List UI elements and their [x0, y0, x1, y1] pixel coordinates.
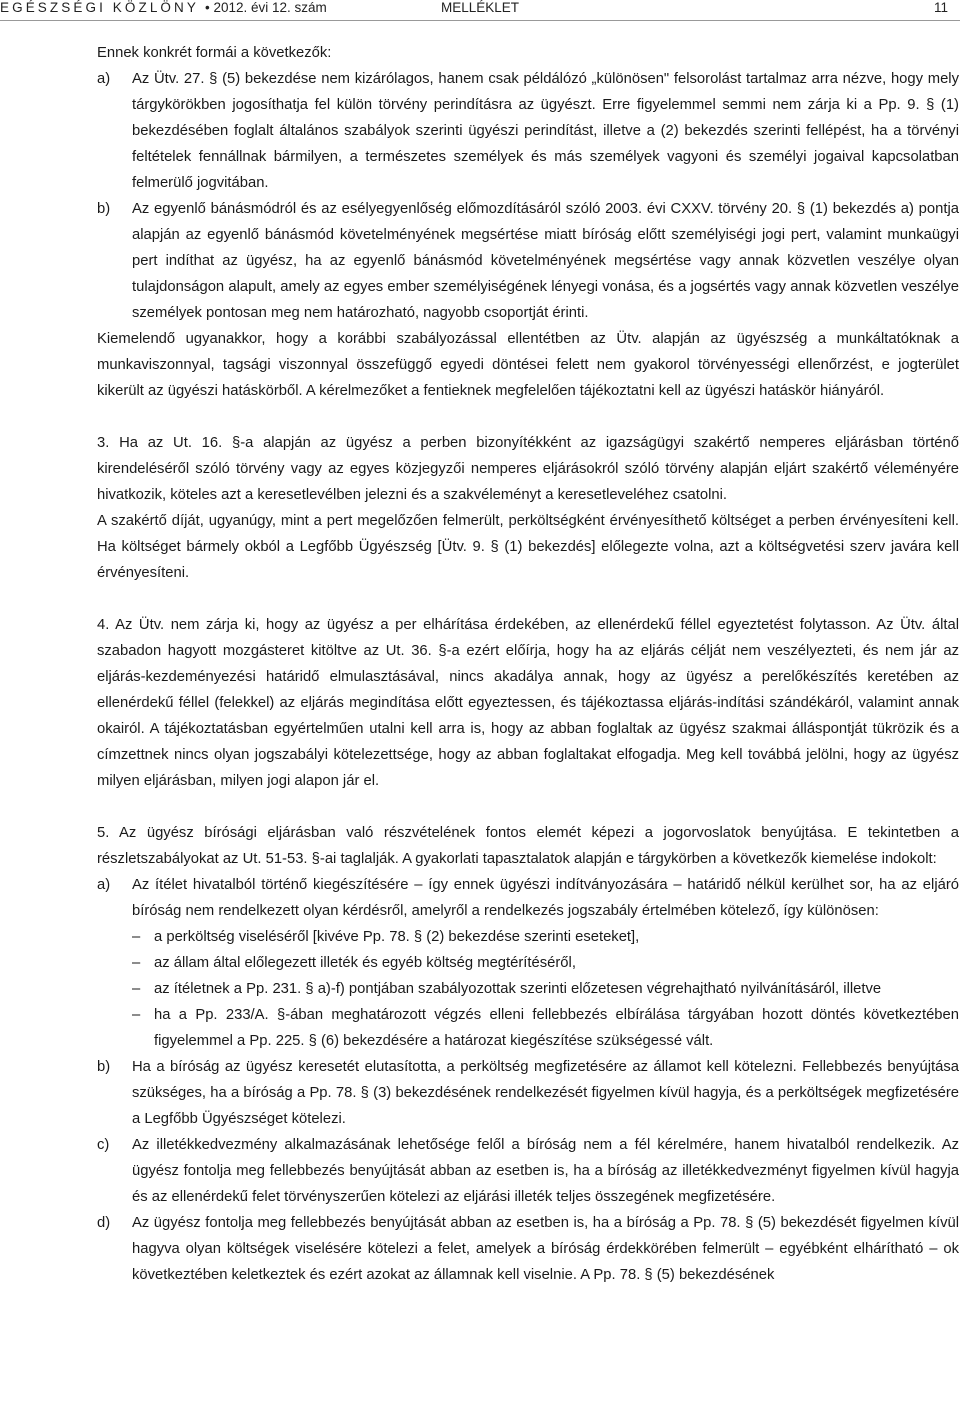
- item-text: Az ügyész fontolja meg fellebbezés benyújtását abban az esetben is, ha a bíróság a Pp. 78. § (5) bekezdését figyelmen kívül hagyva olyan költségek viselésére kötelezi a felet, amelyek a bíróság érdekkörében felmerült – egyébként elhárítható – ok következtében keletkeztek és ezért azokat az államnak kell viselnie. A Pp. 78. § (5) bekezdésének: [132, 1215, 959, 1283]
- dash-marker: –: [132, 955, 141, 971]
- dash-text: az állam által előlegezett illeték és egyéb költség megtérítéséről,: [154, 955, 576, 971]
- issue-number: • 2012. évi 12. szám: [205, 0, 327, 15]
- item-label: c): [97, 1137, 110, 1153]
- list-item-a: [97, 66, 959, 196]
- page-number: 11: [933, 0, 948, 15]
- document-body: [97, 40, 959, 1288]
- dash-item: [97, 950, 959, 976]
- journal-title: EGÉSZSÉGI KÖZLÖNY: [0, 0, 199, 15]
- dash-text: a perköltség viseléséről [kivéve Pp. 78. § (2) bekezdése szerinti eseteket],: [154, 929, 640, 945]
- item-text: Az ítélet hivatalból történő kiegészítésére – így ennek ügyészi indítványozására – határidő nélkül kerülhet sor, ha az eljáró bíróság nem rendelkezett olyan kérdésről, amelyről a rendelkezés jogszabály értelmében kötelező, így különösen:: [132, 877, 959, 919]
- dash-item: [97, 1002, 959, 1054]
- dash-marker: –: [132, 929, 141, 945]
- header-rule: [0, 20, 960, 21]
- section-3-paragraph-1: 3. Ha az Ut. 16. §-a alapján az ügyész a perben bizonyítékként az igazságügyi szakértő nemperes eljárásban történő kirendeléséről szóló törvény vagy az egyes közjegyzői nemperes eljárásokról szóló törvény alapján eljárt szakértő véleményére hivatkozik, köteles azt a keresetlevélben jelezni és a szakvéleményt a keresetleveléhez csatolni.: [97, 435, 959, 503]
- section-5-item-a: [97, 872, 959, 924]
- item-text: Az Ütv. 27. § (5) bekezdése nem kizárólagos, hanem csak példálózó „különösen" felsorolást tartalmaz arra nézve, hogy mely tárgykörökben jogosíthatja fel külön törvény perindításra az ügyészt. Erre figyelemmel semmi nem zárja ki a Pp. 9. § (1) bekezdésében foglalt általános szabályok szerinti ügyészi perindítást, illetve a (2) bekezdés szerinti fellépést, ha a törvényi feltételek fennállnak bármilyen, a természetes személyek és más személyek vagyoni és személyi jogaival kapcsolatban felmerülő jogvitában.: [132, 71, 959, 191]
- dash-item: [97, 924, 959, 950]
- intro-line: Ennek konkrét formái a következők:: [97, 45, 332, 61]
- dash-item: [97, 976, 959, 1002]
- list-item-b: [97, 196, 959, 326]
- section-5-intro: 5. Az ügyész bírósági eljárásban való részvételének fontos elemét képezi a jogorvoslatok benyújtása. E tekintetben a részletszabályokat az Ut. 51-53. §-ai taglalják. A gyakorlati tapasztalatok alapján e tárgykörben a következők kiemelése indokolt:: [97, 825, 959, 867]
- running-header: [0, 0, 960, 22]
- paragraph-kiemelendo: Kiemelendő ugyanakkor, hogy a korábbi szabályozással ellentétben az Ütv. alapján az ügyészség a munkáltatóknak a munkaviszonnyal, tagsági viszonnyal összefüggő egyedi döntései felett nem gyakorol törvényességi ellenőrzést, e jogterület kikerült az ügyészi hatáskörből. A kérelmezőket a fentieknek megfelelően tájékoztatni kell az ügyészi hatáskör hiányáról.: [97, 331, 959, 399]
- section-5-item-b: [97, 1054, 959, 1132]
- item-text: Ha a bíróság az ügyész keresetét elutasította, a perköltség megfizetésére az államot kell kötelezni. Fellebbezés benyújtása szükséges, ha a bíróság a Pp. 78. § (3) bekezdésének rendelkezését figyelmen kívül hagyja, és a perköltségek megfizetésére a Legfőbb Ügyészséget kötelezi.: [132, 1059, 959, 1127]
- dash-text: ha a Pp. 233/A. §-ában meghatározott végzés elleni fellebbezés elbírálása tárgyában hozott döntés következtében figyelemmel a Pp. 225. § (6) bekezdésére a határozat kiegészítése szükségessé vált.: [154, 1007, 959, 1049]
- item-label: a): [97, 877, 111, 893]
- item-label: a): [97, 71, 111, 87]
- section-5-item-d: [97, 1210, 959, 1288]
- item-text: Az egyenlő bánásmódról és az esélyegyenlőség előmozdításáról szóló 2003. évi CXXV. törvény 20. § (1) bekezdés a) pontja alapján az egyenlő bánásmód követelményének megsértése miatt bíróság előtt személyiségi jogi pert, valamint munkaügyi pert indíthat az ügyész, ha az egyenlő bánásmód követelményének megsértése vagy annak közvetlen veszélye olyan tulajdonságon alapult, amely az egyes ember személyiségének lényegi vonása, és a jogsértés vagy annak közvetlen veszélye személyek pontosan meg nem határozható, nagyobb csoportját érinti.: [132, 201, 959, 321]
- section-5-item-c: [97, 1132, 959, 1210]
- item-label: d): [97, 1215, 111, 1231]
- dash-text: az ítéletnek a Pp. 231. § a)-f) pontjában szabályozottak szerinti előzetesen végrehajtható nyilvánításáról, illetve: [154, 981, 882, 997]
- section-4-paragraph: 4. Az Ütv. nem zárja ki, hogy az ügyész a per elhárítása érdekében, az ellenérdekű féllel egyeztetést folytasson. Az Ütv. által szabadon hagyott mozgásteret kitöltve az Ut. 36. §-a ezért előírja, hogy ha az eljárás célját nem veszélyezteti, és nem jár az eljárás-kezdeményezési határidő elmulasztásával, nincs akadálya annak, hogy az ügyész a perelőkészítés keretében az ellenérdekű féllel (felekkel) az eljárás megindítása előtt egyeztessen, és tájékoztassa eljárás-indítási szándékáról, valamint annak okairól. A tájékoztatásban egyértelműen utalni kell arra is, hogy az abban foglaltak az ügyész szakmai álláspontját tükrözik és a címzettnek nincs olyan jogszabályi kötelezettsége, hogy az abban foglaltakat elfogadja. Meg kell továbbá jelölni, hogy az ügyész milyen eljárásban, milyen jogi alapon jár el.: [97, 617, 959, 789]
- section-label: MELLÉKLET: [440, 0, 520, 15]
- item-text: Az illetékkedvezmény alkalmazásának lehetősége felől a bíróság nem a fél kérelmére, hanem hivatalból rendelkezik. Az ügyész fontolja meg fellebbezés benyújtását abban az esetben is, ha a bíróság az illetékkedvezményt figyelmen kívül hagyja és az ellenérdekű felet törvényszerűen kötelezi az eljárási illeték teljes összegének megfizetésére.: [132, 1137, 959, 1205]
- dash-marker: –: [132, 1007, 141, 1023]
- dash-marker: –: [132, 981, 141, 997]
- section-3-paragraph-2: A szakértő díját, ugyanúgy, mint a pert megelőzően felmerült, perköltségként érvényesíthető költséget a perben érvényesíteni kell. Ha költséget bármely okból a Legfőbb Ügyészség [Ütv. 9. § (1) bekezdés] előlegezte volna, azt a költségvetési szerv javára kell érvényesíteni.: [97, 513, 959, 581]
- item-label: b): [97, 1059, 111, 1075]
- item-label: b): [97, 201, 111, 217]
